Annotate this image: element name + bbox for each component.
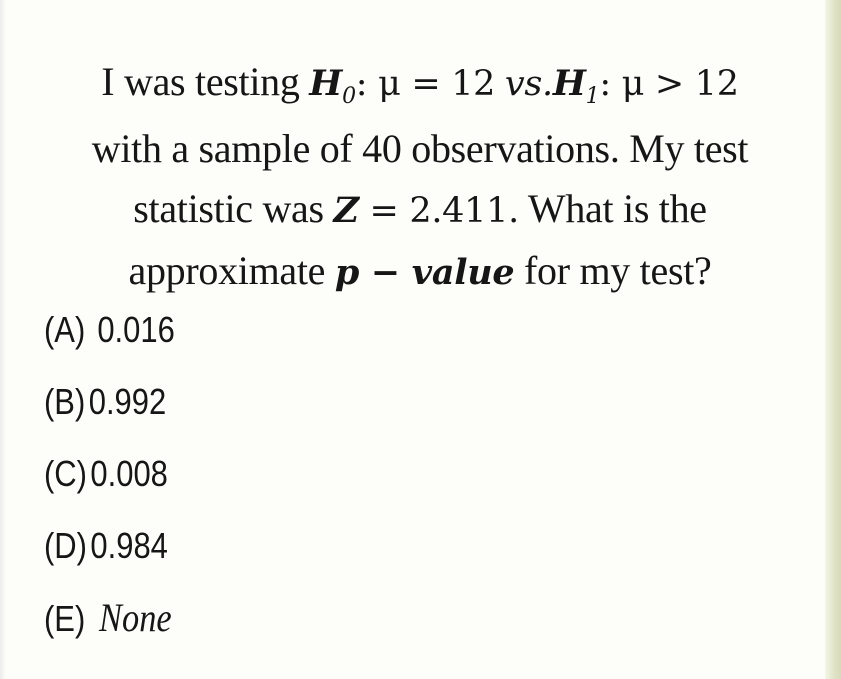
question-line-4: approximate p − value for my test? — [128, 248, 712, 293]
page-right-border — [825, 0, 841, 679]
option-e[interactable] — [44, 588, 175, 660]
test-statistic: Z = 2.411. — [333, 190, 519, 231]
option-letter: (C) — [44, 453, 87, 494]
option-d[interactable] — [44, 516, 175, 588]
option-value: None — [99, 595, 172, 640]
option-value: 0.016 — [97, 309, 175, 350]
option-value: 0.984 — [90, 525, 168, 566]
question-text-intro: I was testing — [101, 59, 300, 104]
answer-options — [44, 300, 175, 660]
question-line-3: statistic was Z = 2.411. What is the — [133, 186, 707, 231]
p-value-term: p − value — [334, 252, 515, 293]
option-a[interactable] — [44, 300, 175, 372]
option-b[interactable] — [44, 372, 175, 444]
option-value: 0.992 — [88, 381, 167, 422]
option-letter: (E) — [44, 598, 86, 639]
null-hypothesis: $H_0$: μ = 12 — [309, 63, 496, 109]
option-letter: (D) — [44, 525, 87, 566]
alternative-hypothesis: $H_1$: μ > 12 — [552, 63, 739, 109]
vs-label: vs. — [504, 64, 553, 104]
option-letter: (A) — [44, 309, 86, 350]
option-value: 0.008 — [90, 453, 168, 494]
question-line-2: with a sample of 40 observations. My test — [91, 126, 749, 171]
option-letter: (B) — [44, 381, 86, 422]
page-left-shadow — [0, 0, 6, 679]
option-c[interactable] — [44, 444, 175, 516]
question-line-1 — [20, 52, 820, 119]
question-text — [20, 52, 820, 303]
